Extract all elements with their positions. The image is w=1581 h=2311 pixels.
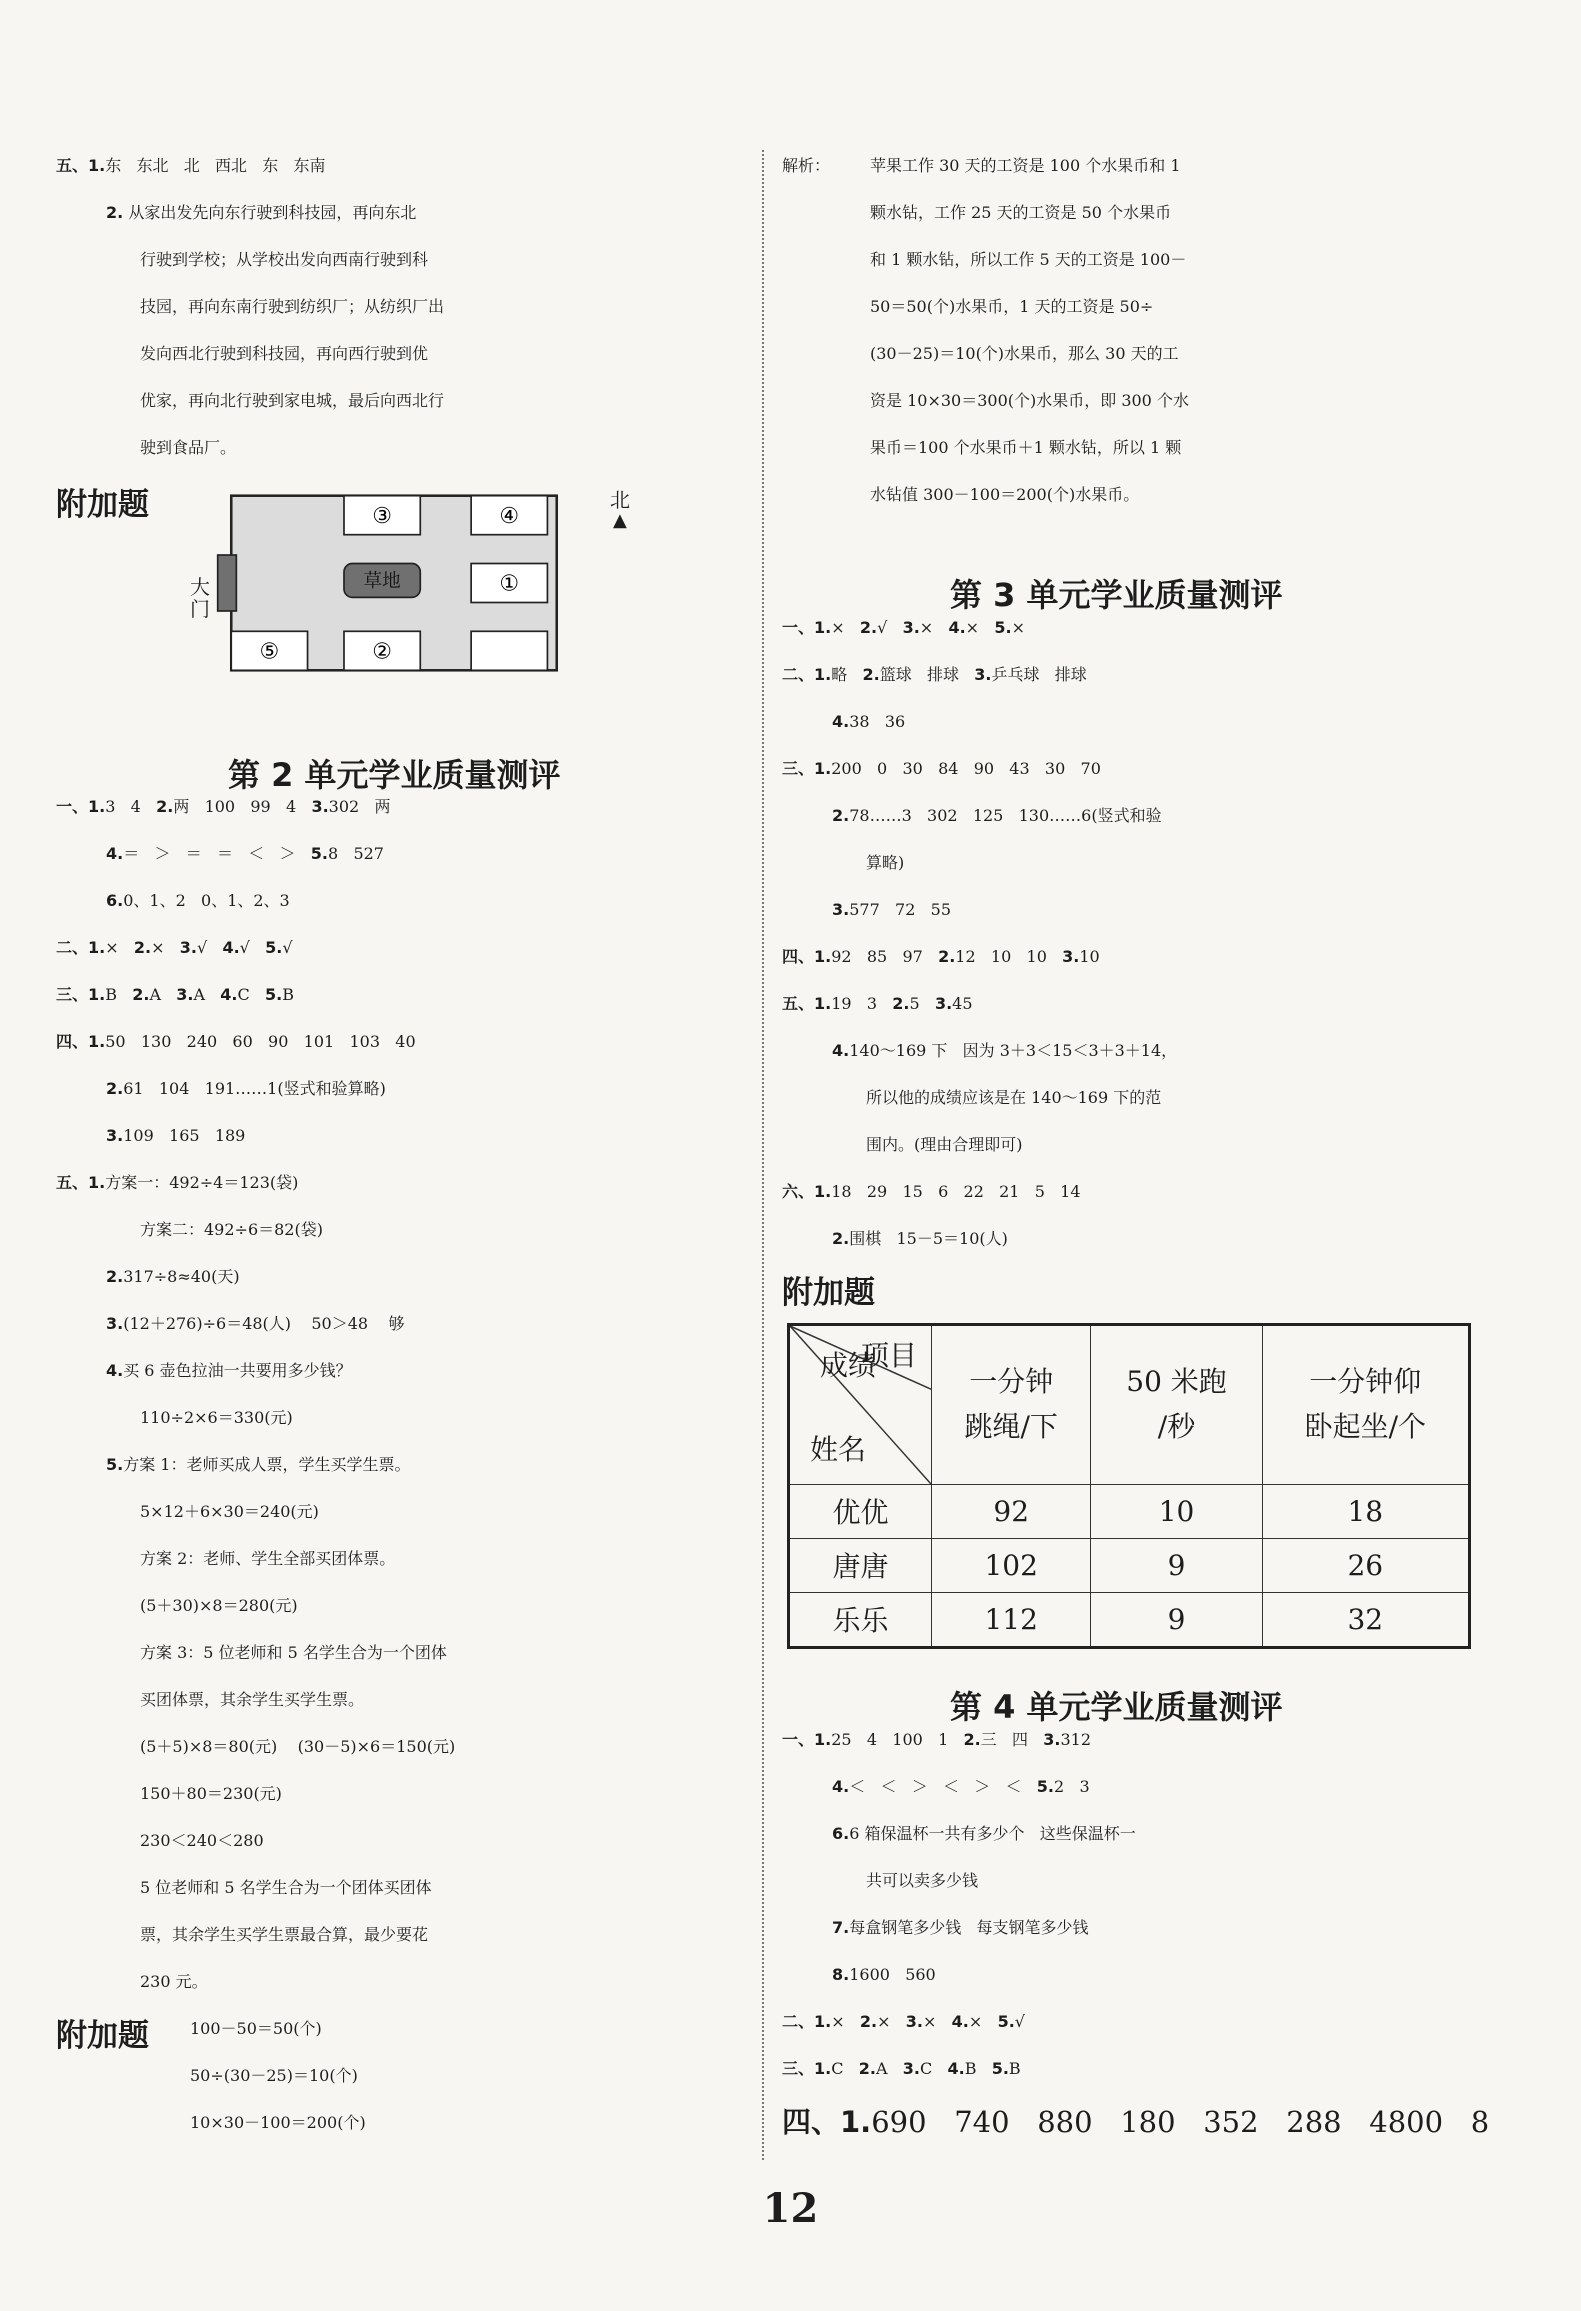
cell-blank: [471, 631, 547, 670]
lawn-label: 草地: [363, 571, 401, 593]
answer-line: 二、1.× 2.× 3.√ 4.√ 5.√: [56, 938, 293, 957]
answer-line: 6.6 箱保温杯一共有多少个 这些保温杯一: [832, 1824, 1136, 1843]
answer-line: 二、1.× 2.× 3.× 4.× 5.√: [782, 2012, 1025, 2031]
extra-question-label: 附加题: [782, 1275, 875, 1311]
table-row: [789, 1485, 1470, 1539]
table-cell: 乐乐: [789, 1592, 932, 1647]
answer-line: 4.＝ ＞ ＝ ＝ ＜ ＞ 5.8 527: [106, 844, 384, 863]
unit-3-title: 第 3 单元学业质量测评: [950, 576, 1283, 614]
column-divider: [762, 150, 764, 2160]
corner-top: 项目: [860, 1339, 917, 1372]
answer-line: 10×30－100＝200(个): [190, 2113, 366, 2132]
table-cell: 优优: [789, 1485, 932, 1539]
table-row: [789, 1538, 1470, 1592]
analysis-line: 果币＝100 个水果币＋1 颗水钻，所以 1 颗: [870, 438, 1182, 457]
answer-line: 驶到食品厂。: [140, 438, 237, 457]
corner-bot: 姓名: [810, 1433, 867, 1466]
table-cell: 26: [1262, 1538, 1469, 1592]
answer-line: 行驶到学校；从学校出发向西南行驶到科: [140, 250, 429, 269]
answer-line: 一、1.3 4 2.两 100 99 4 3.302 两: [56, 797, 391, 816]
answer-line: 方案 2：老师、学生全部买团体票。: [140, 1549, 396, 1568]
answer-line: 四、1.92 85 97 2.12 10 10 3.10: [782, 947, 1100, 966]
answer-line: 优家，再向北行驶到家电城，最后向西北行: [140, 391, 445, 410]
answer-line: 围内。(理由合理即可): [866, 1135, 1023, 1154]
gate-label: 大门: [190, 575, 210, 621]
score-table: [787, 1323, 1471, 1649]
answer-line: 7.每盒钢笔多少钱 每支钢笔多少钱: [832, 1918, 1089, 1937]
cell-2-label: ②: [372, 639, 393, 665]
answer-line: 四、1.690 740 880 180 352 288 4800 8: [782, 2105, 1490, 2139]
cell-3-label: ③: [372, 503, 393, 529]
table-corner: [789, 1325, 932, 1485]
answer-line: 50÷(30－25)＝10(个): [190, 2066, 358, 2085]
table-cell: 102: [932, 1538, 1091, 1592]
cell-4-label: ④: [499, 503, 520, 529]
table-cell: 32: [1262, 1592, 1469, 1647]
answer-line: 技园，再向东南行驶到纺织厂；从纺织厂出: [140, 297, 445, 316]
extra-question-label: 附加题: [56, 2018, 149, 2054]
answer-line: 一、1.25 4 100 1 2.三 四 3.312: [782, 1730, 1092, 1749]
answer-line: 8.1600 560: [832, 1965, 936, 1984]
answer-line: 3.(12＋276)÷6＝48(人) 50＞48 够: [106, 1314, 405, 1333]
analysis-line: 颗水钻，工作 25 天的工资是 50 个水果币: [870, 203, 1172, 222]
answer-line: 5.方案 1：老师买成人票，学生买学生票。: [106, 1455, 411, 1474]
answer-line: 2.78……3 302 125 130……6(竖式和验: [832, 806, 1162, 825]
answer-line: 买团体票，其余学生买学生票。: [140, 1690, 365, 1709]
answer-line: 4.140～169 下 因为 3＋3＜15＜3＋3＋14，: [832, 1041, 1178, 1060]
analysis-line: 和 1 颗水钻，所以工作 5 天的工资是 100－: [870, 250, 1187, 269]
gate-shape: [218, 555, 237, 611]
answer-line: 5×12＋6×30＝240(元): [140, 1502, 319, 1521]
answer-line: 100－50＝50(个): [190, 2019, 322, 2038]
answer-line: 230＜240＜280: [140, 1831, 264, 1850]
answer-line: (5＋5)×8＝80(元) (30－5)×6＝150(元): [140, 1737, 456, 1756]
table-row: [789, 1592, 1470, 1647]
table-cell: 18: [1262, 1485, 1469, 1539]
answer-line: 五、1.方案一：492÷4＝123(袋): [56, 1173, 299, 1192]
answer-line: 二、1.略 2.篮球 排球 3.乒乓球 排球: [782, 665, 1087, 684]
cell-1-label: ①: [499, 571, 520, 597]
answer-line: (5＋30)×8＝280(元): [140, 1596, 298, 1615]
answer-line: 三、1.B 2.A 3.A 4.C 5.B: [56, 985, 294, 1004]
map-diagram: [205, 494, 583, 672]
answer-line: 5 位老师和 5 名学生合为一个团体买团体: [140, 1878, 432, 1897]
page-number: 12: [762, 2185, 819, 2232]
answer-line: 2.317÷8≈40(天): [106, 1267, 240, 1286]
answer-line: 五、1.19 3 2.5 3.45: [782, 994, 973, 1013]
answer-line: 2. 从家出发先向东行驶到科技园，再向东北: [106, 203, 417, 222]
answer-line: 票，其余学生买学生票最合算，最少要花: [140, 1925, 429, 1944]
unit-4-title: 第 4 单元学业质量测评: [950, 1688, 1283, 1726]
answer-line: 方案二：492÷6＝82(袋): [140, 1220, 323, 1239]
analysis-label: 解析：: [782, 156, 831, 175]
north-label: 北: [610, 488, 630, 512]
analysis-line: 50＝50(个)水果币，1 天的工资是 50÷: [870, 297, 1154, 316]
answer-line: 230 元。: [140, 1972, 208, 1991]
answer-line: 三、1.C 2.A 3.C 4.B 5.B: [782, 2059, 1021, 2078]
answer-line: 三、1.200 0 30 84 90 43 30 70: [782, 759, 1101, 778]
answer-line: 3.577 72 55: [832, 900, 951, 919]
table-cell: 9: [1091, 1538, 1262, 1592]
answer-line: 3.109 165 189: [106, 1126, 246, 1145]
unit-2-title: 第 2 单元学业质量测评: [228, 756, 561, 794]
col-header: 50 米跑 /秒: [1091, 1325, 1262, 1485]
answer-line: 2.61 104 191……1(竖式和验算略): [106, 1079, 386, 1098]
answer-line: 算略): [866, 853, 905, 872]
north-arrow-icon: ▲: [613, 510, 627, 531]
analysis-line: 苹果工作 30 天的工资是 100 个水果币和 1: [870, 156, 1181, 175]
answer-line: 4.38 36: [832, 712, 906, 731]
corner-mid: 成绩: [820, 1349, 877, 1382]
col-header: 一分钟仰 卧起坐/个: [1262, 1325, 1469, 1485]
answer-line: 2.围棋 15－5＝10(人): [832, 1229, 1008, 1248]
answer-line: 所以他的成绩应该是在 140～169 下的范: [866, 1088, 1162, 1107]
answer-line: 6.0、1、2 0、1、2、3: [106, 891, 290, 910]
answer-line: 方案 3：5 位老师和 5 名学生合为一个团体: [140, 1643, 447, 1662]
answer-line: 110÷2×6＝330(元): [140, 1408, 293, 1427]
table-cell: 10: [1091, 1485, 1262, 1539]
answer-line: 4.＜ ＜ ＞ ＜ ＞ ＜ 5.2 3: [832, 1777, 1090, 1796]
analysis-line: (30－25)＝10(个)水果币，那么 30 天的工: [870, 344, 1179, 363]
extra-question-label: 附加题: [56, 487, 149, 523]
answer-line: 150＋80＝230(元): [140, 1784, 282, 1803]
cell-5-label: ⑤: [259, 639, 280, 665]
answer-line: 四、1.50 130 240 60 90 101 103 40: [56, 1032, 416, 1051]
table-cell: 92: [932, 1485, 1091, 1539]
answer-line: 一、1.× 2.√ 3.× 4.× 5.×: [782, 618, 1025, 637]
table-cell: 9: [1091, 1592, 1262, 1647]
answer-line: 共可以卖多少钱: [866, 1871, 979, 1890]
table-cell: 112: [932, 1592, 1091, 1647]
answer-line: 五、1.东 东北 北 西北 东 东南: [56, 156, 326, 175]
analysis-line: 资是 10×30＝300(个)水果币，即 300 个水: [870, 391, 1189, 410]
col-header: 一分钟 跳绳/下: [932, 1325, 1091, 1485]
answer-line: 4.买 6 壶色拉油一共要用多少钱？: [106, 1361, 352, 1380]
answer-line: 发向西北行驶到科技园，再向西行驶到优: [140, 344, 429, 363]
map-svg: [205, 494, 583, 672]
answer-line: 六、1.18 29 15 6 22 21 5 14: [782, 1182, 1081, 1201]
analysis-line: 水钻值 300－100＝200(个)水果币。: [870, 485, 1140, 504]
table-cell: 唐唐: [789, 1538, 932, 1592]
